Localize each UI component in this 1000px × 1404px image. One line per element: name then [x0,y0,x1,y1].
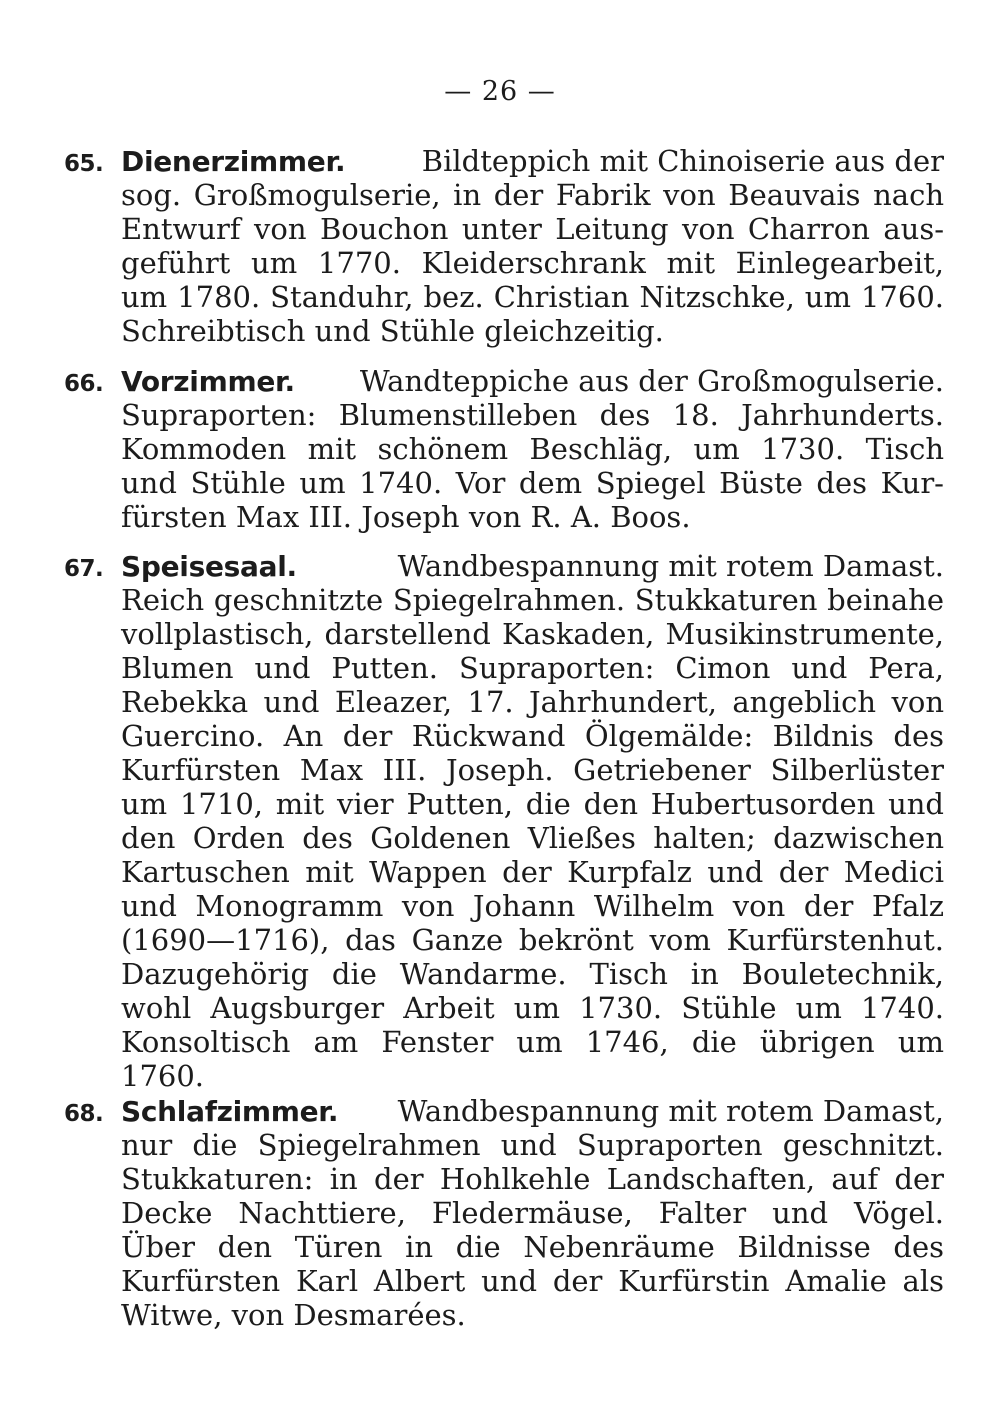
text-line: Kommoden mit schönem Beschläg, um 1730. Tisch [121,432,944,466]
text-line: vollplastisch, darstellend Kaskaden, Musikinstrumente, [121,617,944,651]
text-line: den Orden des Goldenen Vließes halten; dazwischen [121,821,944,855]
text-line: Supraporten: Blumenstilleben des 18. Jahrhunderts. [121,398,944,432]
entry-first-line: Bildteppich mit Chinoiserie aus der [421,144,944,178]
entry-66 [64,364,944,534]
text-line: Konsoltisch am Fenster um 1746, die übrigen um [121,1025,944,1059]
text-line: Kurfürsten Karl Albert und der Kurfürstin Amalie als [121,1264,944,1298]
text-line: Stukkaturen: in der Hohlkehle Landschaften, auf der [121,1162,944,1196]
entry-number: 66. [64,371,104,397]
text-line: geführt um 1770. Kleiderschrank mit Einlegearbeit, [121,246,944,280]
text-line: nur die Spiegelrahmen und Supraporten geschnitzt. [121,1128,944,1162]
text-line: und Stühle um 1740. Vor dem Spiegel Büste des Kur- [121,466,944,500]
room-title: Dienerzimmer. [121,145,346,178]
text-line: Rebekka und Eleazer, 17. Jahrhundert, angeblich von [121,685,944,719]
room-title: Schlafzimmer. [121,1095,339,1128]
text-line: Witwe, von Desmarées. [121,1298,466,1332]
text-line: wohl Augsburger Arbeit um 1730. Stühle um 1740. [121,991,944,1025]
entry-68 [64,1094,944,1332]
text-line: Decke Nachttiere, Fledermäuse, Falter und Vögel. [121,1196,944,1230]
text-line: Guercino. An der Rückwand Ölgemälde: Bildnis des [121,719,944,753]
text-line: Kurfürsten Max III. Joseph. Getriebener Silberlüster [121,753,944,787]
entry-heading-line [64,549,944,583]
entry-number: 67. [64,556,104,582]
entry-heading-line [64,144,944,178]
text-line: fürsten Max III. Joseph von R. A. Boos. [121,500,691,534]
entry-heading-line [64,364,944,398]
text-line: Entwurf von Bouchon unter Leitung von Charron aus- [121,212,944,246]
page-number: — 26 — [444,76,556,107]
room-title: Vorzimmer. [121,365,295,398]
text-line: um 1710, mit vier Putten, die den Hubertusorden und [121,787,944,821]
entry-number: 65. [64,151,104,177]
text-line: (1690—1716), das Ganze bekrönt vom Kurfürstenhut. [121,923,944,957]
entry-number: 68. [64,1101,104,1127]
entry-first-line: Wandteppiche aus der Großmogulserie. [359,364,944,398]
text-line: Schreibtisch und Stühle gleichzeitig. [121,314,664,348]
text-line: Über den Türen in die Nebenräume Bildnisse des [121,1230,944,1264]
text-line: um 1780. Standuhr, bez. Christian Nitzschke, um 1760. [121,280,944,314]
entry-heading-line [64,1094,944,1128]
text-line: und Monogramm von Johann Wilhelm von der Pfalz [121,889,944,923]
text-line: Kartuschen mit Wappen der Kurpfalz und der Medici [121,855,944,889]
text-line: Dazugehörig die Wandarme. Tisch in Bouletechnik, [121,957,944,991]
entry-first-line: Wandbespannung mit rotem Damast, [397,1094,944,1128]
entry-65 [64,144,944,348]
entry-67 [64,549,944,1093]
entry-first-line: Wandbespannung mit rotem Damast. [397,549,944,583]
text-line: sog. Großmogulserie, in der Fabrik von Beauvais nach [121,178,944,212]
text-line: Blumen und Putten. Supraporten: Cimon und Pera, [121,651,944,685]
room-title: Speisesaal. [121,550,297,583]
text-line: Reich geschnitzte Spiegelrahmen. Stukkaturen beinahe [121,583,944,617]
text-line: 1760. [121,1059,205,1093]
